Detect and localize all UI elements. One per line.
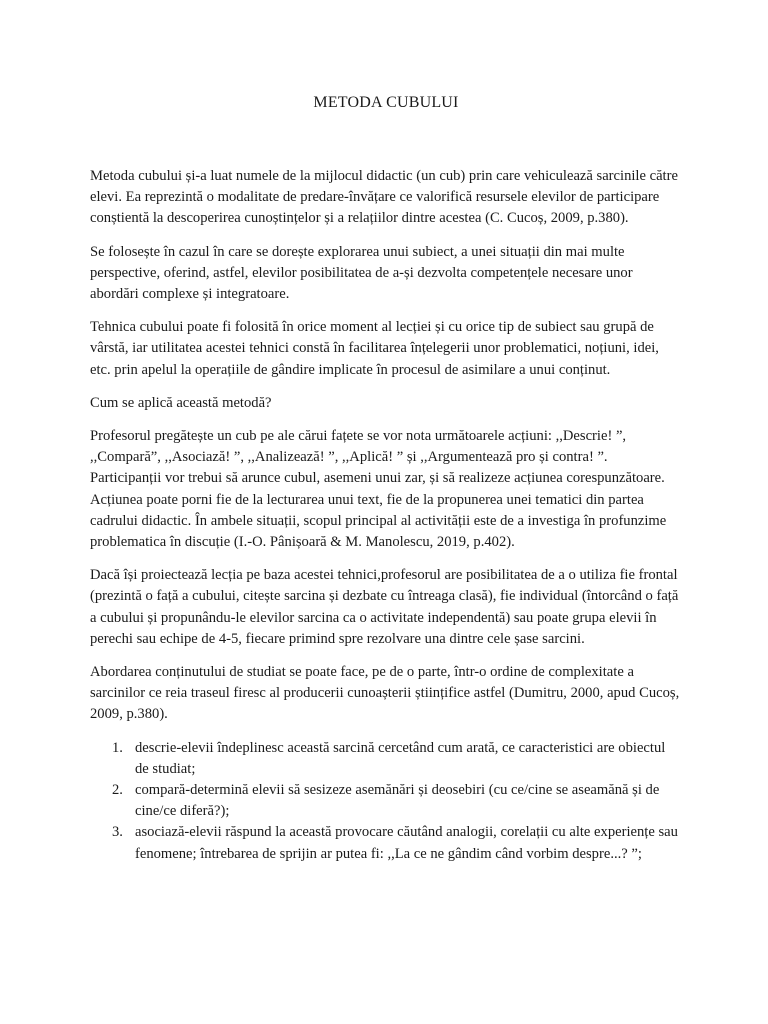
paragraph: Profesorul pregătește un cub pe ale cărui fațete se vor nota următoarele acțiuni: ,,Descrie! ”, ,,Compară”, ,,Asociază! ”, ,,Analizează! ”, ,,Aplică! ” și ,,Argumentează pro și contra! ”. Participanții vor trebui să arunce cubul, asemeni unui zar, și să realizeze acțiunea corespunzătoare. Acțiunea poate porni fie de la lecturarea unui text, fie de la propunerea unei tematici din partea cadrului didactic. În ambele situații, scopul principal al activității este de a investiga în profunzime problematica în discuție (I.-O. Pânișoară & M. Manolescu, 2019, p.402).	[90, 428, 667, 551]
list-item-number: 1.	[112, 739, 123, 756]
paragraph: Abordarea conținutului de studiat se poate face, pe de o parte, într-o ordine de complexitate a sarcinilor ce reia traseul firesc al producerii cunoașterii științifice astfel (Dumitru, 2000, apud Cucoș, 2009, p.380).	[90, 664, 680, 723]
list-item	[90, 738, 682, 780]
list-item-number: 3.	[112, 824, 123, 841]
paragraph: Tehnica cubului poate fi folosită în orice moment al lecției și cu orice tip de subiect sau grupă de vârstă, iar utilitatea acestei tehnici constă în facilitarea înțelegerii unor problematici, noțiuni, idei, etc. prin apelul la operațiile de gândire implicate în procesul de asimilare a unui conținut.	[90, 319, 659, 378]
document-title: METODA CUBULUI	[313, 94, 459, 111]
list-item-number: 2.	[112, 782, 123, 799]
list-item-text: descrie-elevii îndeplinesc această sarcină cercetând cum arată, ce caracteristici are obiectul de studiat;	[135, 739, 666, 777]
question-heading: Cum se aplică această metodă?	[90, 394, 272, 411]
list-item	[90, 822, 682, 864]
list-item-text: asociază-elevii răspund la această provocare căutând analogii, corelații cu alte experiențe sau fenomene; întrebarea de sprijin ar putea fi: ,,La ce ne gândim când vorbim despre...? ”;	[135, 824, 678, 862]
list-item	[90, 780, 682, 822]
list-item-text: compară-determină elevii să sesizeze asemănări și deosebiri (cu ce/cine se aseamănă și de cine/ce diferă?);	[135, 782, 660, 820]
paragraph: Metoda cubului și-a luat numele de la mijlocul didactic (un cub) prin care vehiculează sarcinile către elevi. Ea reprezintă o modalitate de predare-învățare ce valorifică resursele elevilor de participare conștientă la descoperirea cunoștințelor și a relațiilor dintre acestea (C. Cucoș, 2009, p.380).	[90, 168, 678, 227]
numbered-list	[90, 738, 682, 865]
paragraph: Se folosește în cazul în care se dorește explorarea unui subiect, a unei situații din mai multe perspective, oferind, astfel, elevilor posibilitatea de a-și dezvolta competențele necesare unor abordări complexe și integratoare.	[90, 243, 633, 303]
paragraph: Dacă își proiectează lecția pe baza acestei tehnici,profesorul are posibilitatea de a o utiliza fie frontal (prezintă o față a cubului, citește sarcina și dezbate cu întreaga clasă), fie individual (întorcând o față a cubului și propunându-le elevilor sarcina ca o activitate independentă) sau poate grupa elevii în perechi sau echipe de 4-5, fiecare primind spre rezolvare una dintre cele șase sarcini.	[90, 567, 679, 647]
